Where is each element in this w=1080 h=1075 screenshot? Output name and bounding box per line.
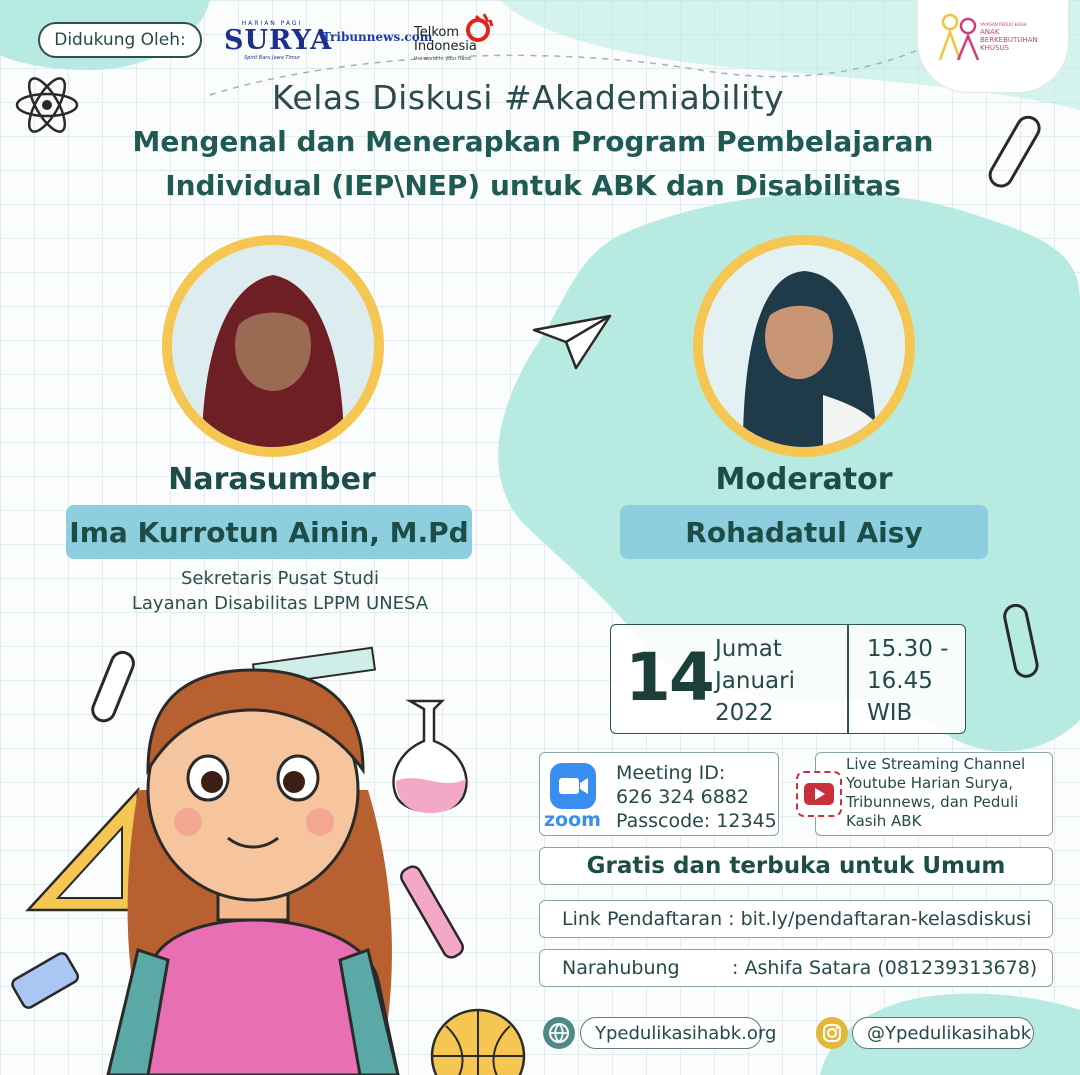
surya-logo-tagline: Spirit Baru Jawa Timur xyxy=(244,55,300,61)
instagram-handle[interactable]: @Ypedulikasihabk xyxy=(852,1017,1034,1049)
event-year: 2022 xyxy=(715,700,774,726)
paperclip-right-icon xyxy=(1000,598,1050,684)
supported-by-label: Didukung Oleh: xyxy=(38,22,202,58)
speaker-affiliation xyxy=(90,566,470,616)
speaker-role-label: Narasumber xyxy=(168,462,376,497)
live-streaming-line4: Kasih ABK xyxy=(846,812,922,830)
moderator-name: Rohadatul Aisy xyxy=(620,505,988,559)
free-for-public-banner: Gratis dan terbuka untuk Umum xyxy=(539,847,1053,885)
organizer-line3: BERKEBUTUHAN xyxy=(980,36,1038,44)
event-day-number: 14 xyxy=(625,639,713,716)
moderator-role-label: Moderator xyxy=(715,462,893,497)
moderator-photo xyxy=(703,245,905,447)
event-timezone: WIB xyxy=(867,700,913,726)
live-streaming-line1: Live Streaming Channel xyxy=(846,755,1026,773)
event-time-end: 16.45 xyxy=(867,668,933,694)
contact-label: Narahubung xyxy=(562,957,680,979)
zoom-meeting-id-label: Meeting ID: xyxy=(616,762,726,784)
eraser-icon xyxy=(6,948,86,1018)
student-girl-illustration xyxy=(78,650,438,1075)
organizer-line2: ANAK xyxy=(980,28,1000,36)
surya-logo-name: SURYA xyxy=(224,25,333,56)
event-weekday: Jumat xyxy=(715,636,782,662)
basketball-icon xyxy=(428,1006,528,1075)
zoom-info-box xyxy=(539,752,779,836)
speaker-photo xyxy=(172,245,374,447)
zoom-passcode: Passcode: 12345 xyxy=(616,810,777,832)
live-streaming-line2: Youtube Harian Surya, xyxy=(846,774,1014,792)
zoom-meeting-details xyxy=(616,761,777,833)
telkom-line1: Telkom xyxy=(414,25,460,40)
speaker-name: Ima Kurrotun Ainin, M.Pd xyxy=(66,505,472,559)
zoom-camera-icon xyxy=(550,763,596,809)
youtube-icon xyxy=(796,771,842,817)
organizer-logo-text xyxy=(980,22,1038,52)
surya-logo-top: HARIAN PAGI xyxy=(241,20,303,27)
event-time-start: 15.30 - xyxy=(867,636,949,662)
live-streaming-line3: Tribunnews, dan Peduli xyxy=(846,793,1019,811)
surya-logo xyxy=(224,20,333,62)
event-month: Januari xyxy=(715,668,795,694)
organizer-line1: YAYASAN PEDULI KASIH xyxy=(980,22,1027,27)
event-time xyxy=(867,633,948,729)
moderator-photo-frame xyxy=(693,235,915,457)
contact-person-row xyxy=(539,949,1053,987)
telkom-name xyxy=(414,26,477,54)
telkom-logo xyxy=(412,12,494,64)
children-logo-icon xyxy=(936,12,980,62)
speaker-affiliation-line1: Sekretaris Pusat Studi xyxy=(180,568,380,589)
organizer-line4: KHUSUS xyxy=(980,44,1009,52)
telkom-line2: Indonesia xyxy=(414,39,477,54)
event-date-box xyxy=(610,624,966,734)
contact-value: : Ashifa Satara (081239313678) xyxy=(732,957,1038,979)
paper-plane-icon xyxy=(530,312,614,372)
zoom-meeting-id: 626 324 6882 xyxy=(616,786,749,808)
speaker-portrait-icon xyxy=(172,245,374,447)
live-streaming-box xyxy=(815,752,1053,836)
date-divider xyxy=(847,625,849,733)
event-series-title: Kelas Diskusi #Akademiability xyxy=(271,78,785,117)
live-streaming-text xyxy=(846,755,1025,831)
event-main-title-line1: Mengenal dan Menerapkan Program Pembelajaran xyxy=(132,125,934,158)
zoom-brand-label: zoom xyxy=(544,809,601,831)
event-main-title xyxy=(0,120,1066,208)
registration-link[interactable]: Link Pendaftaran : bit.ly/pendaftaran-kelasdiskusi xyxy=(539,900,1053,938)
globe-icon xyxy=(543,1017,575,1049)
website-link[interactable]: Ypedulikasihabk.org xyxy=(580,1017,762,1049)
moderator-portrait-icon xyxy=(703,245,905,447)
event-main-title-line2: Individual (IEP\NEP) untuk ABK dan Disabilitas xyxy=(165,169,901,202)
instagram-icon xyxy=(816,1017,848,1049)
speaker-photo-frame xyxy=(162,235,384,457)
tribunnews-logo: Tribunnews.com xyxy=(322,30,433,44)
telkom-tagline: the world in your hand xyxy=(414,56,471,62)
speaker-affiliation-line2: Layanan Disabilitas LPPM UNESA xyxy=(131,593,429,614)
event-date-text xyxy=(715,633,795,729)
